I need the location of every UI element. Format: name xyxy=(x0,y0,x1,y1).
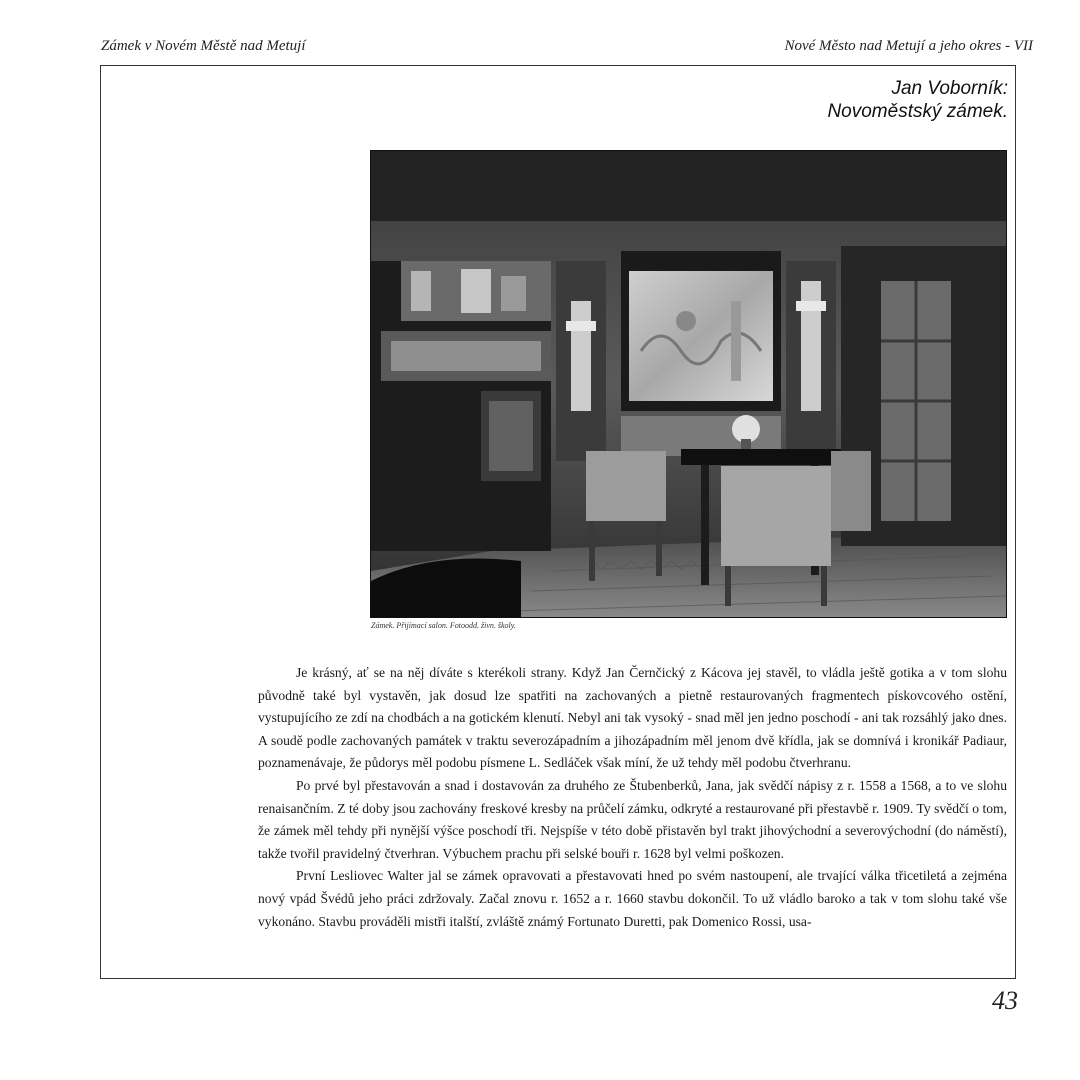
article-heading xyxy=(827,77,1008,123)
paragraph: Je krásný, ať se na něj díváte s kterékoli strany. Když Jan Černčický z Kácova jej stavěl, to vládla ještě gotika a v tom slohu původně také byl vystavěn, jak dosud lze spatřiti na zachovaných a pietně restaurovaných fragmentech pískovcového ostění, vystupujícího ze zdí na chodbách a na gotickém klenutí. Nebyl ani tak vysoký - snad měl jen jedno poschodí - ani tak rozsáhlý jako dnes. A soudě podle zachovaných památek v traktu severozápadním a jihozápadním měl jenom dvě křídla, jak se domnívá i kronikář Padiaur, poznamenávaje, že půdorys měl podobu písmene L. Sedláček však míní, že už tehdy měl podobu čtverhranu. xyxy=(258,665,1007,771)
article-body xyxy=(258,662,1007,933)
article-author: Jan Voborník: xyxy=(891,78,1008,99)
running-head-left: Zámek v Novém Městě nad Metují xyxy=(101,38,306,54)
page-number: 43 xyxy=(992,986,1018,1015)
photo-caption: Zámek. Přijímací salon. Fotoodd. živn. školy. xyxy=(371,621,516,630)
photo-salon-interior-icon xyxy=(371,151,1007,618)
article-title: Novoměstský zámek. xyxy=(827,101,1008,122)
paragraph: Po prvé byl přestavován a snad i dostavován za druhého ze Štubenberků, Jana, jak svědčí nápisy z r. 1558 a 1568, a to ve slohu renaisančním. Z té doby jsou zachovány freskové kresby na průčelí zámku, odkryté a restaurované při přestavbě r. 1909. Ty svědčí o tom, že zámek měl tehdy při nynější výšce poschodí tři. Nejspíše v této době přistavěn byl trakt jihovýchodní a severovýchodní (do náměstí), takže tvořil pravidelný čtverhran. Výbuchem prachu při selské bouři r. 1628 byl velmi poškozen. xyxy=(258,777,1007,861)
paragraph: První Lesliovec Walter jal se zámek opravovati a přestavovati hned po svém nastoupení, ale trvající válka třicetiletá a zejména nový vpád Švédů jeho práci zdržovaly. Začal znovu r. 1652 a r. 1660 stavbu dokončil. To už vládlo baroko a tak v tom slohu také vše vykonáno. Stavbu prováděli mistři italští, zvláště známý Fortunato Duretti, pak Domenico Rossi, usa- xyxy=(258,868,1007,929)
running-head-right: Nové Město nad Metují a jeho okres - VII xyxy=(784,38,1033,54)
salon-photo xyxy=(370,150,1007,618)
